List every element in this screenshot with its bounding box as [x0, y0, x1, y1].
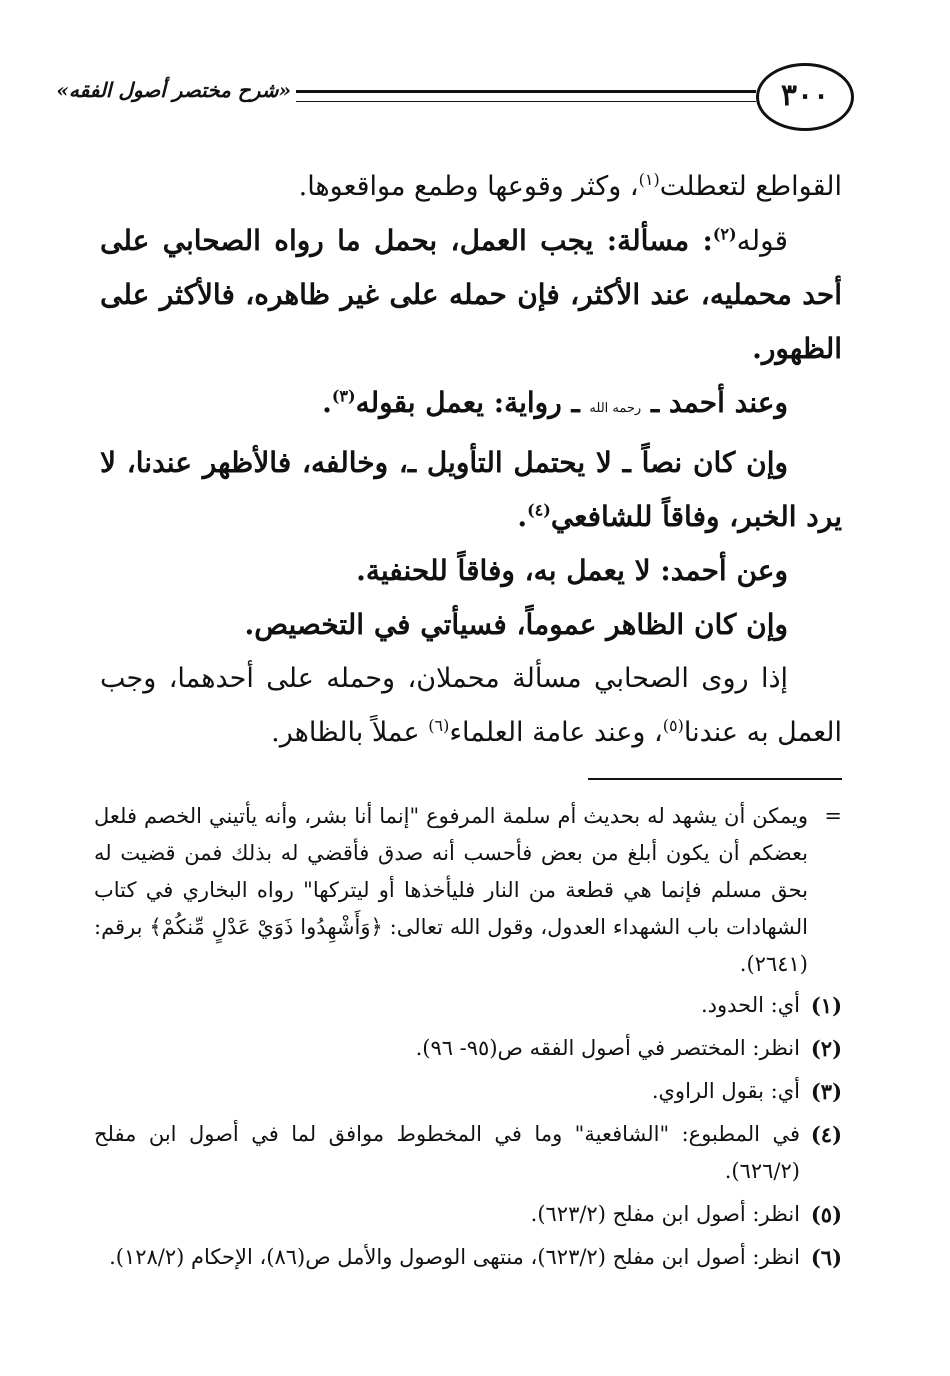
- footnote-number: (٢): [810, 1036, 842, 1061]
- p3-end: .: [322, 386, 332, 419]
- footnote-ref-1[interactable]: (١): [638, 170, 660, 189]
- p2-lead: قوله: [736, 224, 788, 257]
- p5-text: وعن أحمد: لا يعمل به، وفاقاً للحنفية.: [356, 554, 788, 587]
- running-title: «شرح مختصر أصول الفقه»: [56, 78, 291, 102]
- footnote-ref-5[interactable]: (٥): [662, 716, 684, 735]
- footnote-separator: [588, 778, 842, 780]
- footnote-ref-3[interactable]: (٣): [331, 386, 356, 406]
- honorific-glyph: رحمه الله: [589, 401, 642, 416]
- p4-end: .: [517, 500, 528, 533]
- footnote-text: انظر: أصول ابن مفلح (٦٢٣/٢)، منتهى الوصول والأمل ص(٨٦)، الإحكام (١٢٨/٢).: [109, 1245, 800, 1269]
- footnote-continuation: [94, 798, 842, 983]
- footnote-number: (٥): [810, 1202, 842, 1227]
- footnote-ref-2[interactable]: (٢): [712, 224, 737, 244]
- footnote-number: (٦): [810, 1245, 842, 1270]
- footnote-ref-6[interactable]: (٦): [428, 716, 450, 735]
- page-header: [56, 58, 842, 138]
- paragraph-7: [100, 652, 842, 760]
- paragraph-1: [100, 160, 842, 214]
- footnote-number: (١): [810, 993, 842, 1018]
- paragraph-4: [100, 436, 842, 544]
- footnotes: [94, 798, 842, 1282]
- p7-c: عملاً بالظاهر.: [271, 717, 429, 748]
- paragraph-6: [100, 598, 842, 652]
- paragraph-5: [100, 544, 842, 598]
- footnote-number: (٣): [810, 1079, 842, 1104]
- continuation-text: ويمكن أن يشهد له بحديث أم سلمة المرفوع "إنما أنا بشر، وأنه يأتيني الخصم فلعل بعضكم أن يكون أبلغ من بعض فأحسب أنه صدق فأقضي له بذلك فمن قضيت له بحق مسلم فإنما هي قطعة من النار فليأخذها أو ليتركها" رواه البخاري في كتاب الشهادات باب الشهداء العدول، وقول الله تعالى: ﴿وَأَشْهِدُوا ذَوَيْ عَدْلٍ مِّنكُمْ﴾ برقم: (٢٦٤١).: [94, 804, 808, 976]
- footnote-text: أي: الحدود.: [700, 993, 800, 1017]
- p7-b: ، وعند عامة العلماء: [449, 717, 663, 748]
- p4-text: وإن كان نصاً ـ لا يحتمل التأويل ـ، وخالفه، فالأظهر عندنا، لا يرد الخبر، وفاقاً للشافعي: [100, 446, 842, 533]
- header-rule: [296, 90, 756, 102]
- paragraph-3: [100, 376, 842, 436]
- footnote-ref-4[interactable]: (٤): [527, 500, 551, 520]
- p7-a: إذا روى الصحابي مسألة محملان، وحمله على أحدهما، وجب العمل به عندنا: [100, 663, 842, 748]
- footnote-text: انظر: المختصر في أصول الفقه ص(٩٥- ٩٦).: [415, 1036, 800, 1060]
- continuation-mark: =: [824, 804, 842, 828]
- footnote-text: انظر: أصول ابن مفلح (٦٢٣/٢).: [530, 1202, 800, 1226]
- footnote-1: [94, 987, 842, 1024]
- p2-text: : مسألة: يجب العمل، بحمل ما رواه الصحابي على أحد محمليه، عند الأكثر، فإن حمله على غير ظاهره، فالأكثر على الظهور.: [100, 224, 842, 365]
- p3-b: ـ رواية: يعمل بقوله: [355, 386, 590, 419]
- paragraph-2: [100, 214, 842, 376]
- page-number: ٣٠٠: [756, 63, 854, 131]
- footnote-4: [94, 1116, 842, 1190]
- footnote-text: أي: بقول الراوي.: [651, 1079, 800, 1103]
- p6-text: وإن كان الظاهر عموماً، فسيأتي في التخصيص.: [244, 608, 788, 641]
- p1-tail: ، وكثر وقوعها وطمع مواقعوها.: [298, 171, 639, 202]
- p3-a: وعند أحمد ـ: [641, 386, 788, 419]
- footnote-number: (٤): [810, 1122, 842, 1147]
- footnote-3: [94, 1073, 842, 1110]
- footnote-text: في المطبوع: "الشافعية" وما في المخطوط موافق لما في أصول ابن مفلح (٦٢٦/٢).: [94, 1122, 800, 1183]
- footnote-2: [94, 1030, 842, 1067]
- footnote-5: [94, 1196, 842, 1233]
- p1-text: القواطع لتعطلت: [659, 171, 842, 202]
- main-text: [100, 160, 842, 760]
- footnote-6: [94, 1239, 842, 1276]
